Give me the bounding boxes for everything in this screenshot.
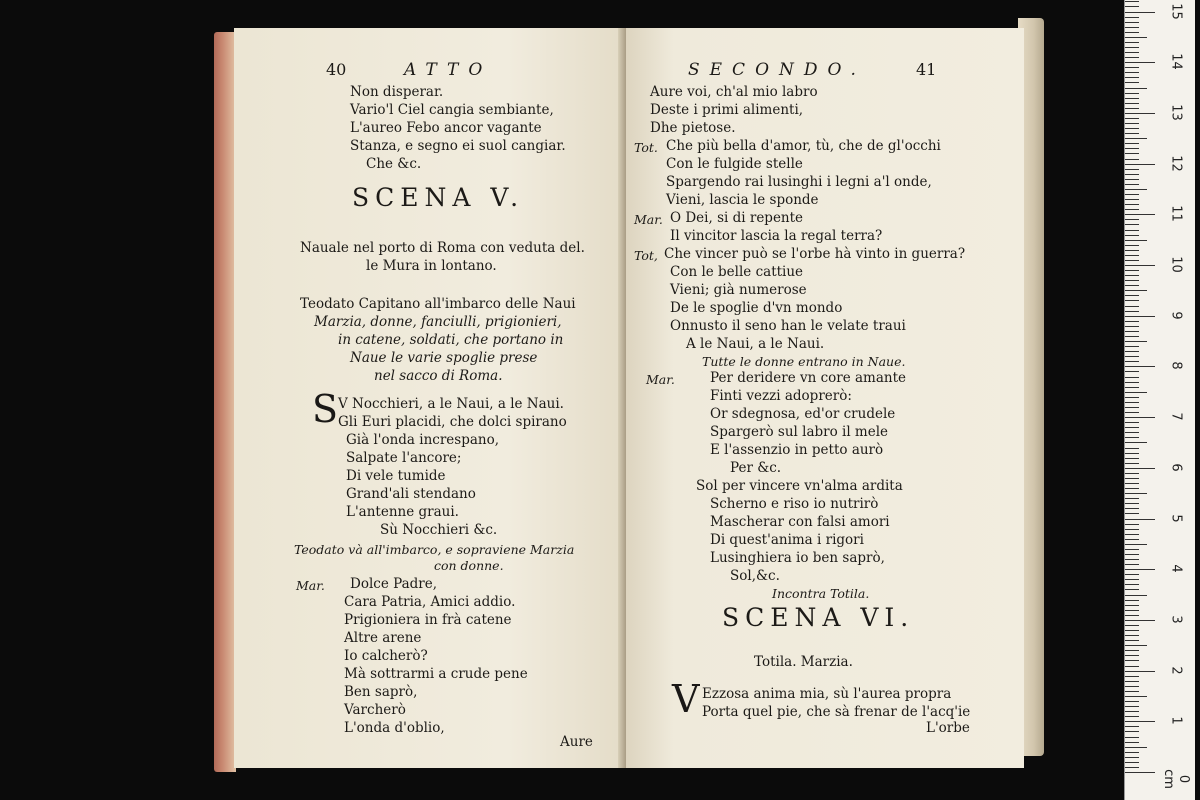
ruler-tick — [1125, 57, 1139, 58]
ruler-tick — [1125, 772, 1155, 773]
verse-line: Che vincer può se l'orbe hà vinto in guerra? — [664, 246, 966, 262]
verse-line: Deste i primi alimenti, — [650, 102, 804, 118]
ruler-tick — [1125, 1, 1139, 2]
verse-line: Per deridere vn core amante — [710, 370, 907, 386]
page-number-left: 40 — [326, 60, 347, 79]
ruler-tick — [1125, 513, 1139, 514]
ruler-tick — [1125, 726, 1139, 727]
speaker-label: Mar. — [296, 578, 325, 593]
ruler-tick — [1125, 427, 1139, 428]
ruler-tick — [1125, 762, 1139, 763]
ruler-tick — [1125, 179, 1139, 180]
ruler-tick — [1125, 32, 1139, 33]
ruler-tick — [1125, 189, 1147, 190]
ruler-tick — [1125, 742, 1139, 743]
cast-line: nel sacco di Roma. — [374, 368, 503, 384]
ruler-tick — [1125, 321, 1139, 322]
ruler-tick — [1125, 77, 1139, 78]
running-head-right: SECONDO. — [688, 60, 866, 80]
verse-line: Spargendo rai lusinghi i legni a'l onde, — [666, 174, 932, 190]
ruler-tick — [1125, 519, 1155, 520]
ruler-tick — [1125, 169, 1139, 170]
ruler-tick — [1125, 326, 1139, 327]
ruler-tick — [1125, 72, 1139, 73]
ruler-tick — [1125, 153, 1139, 154]
ruler-tick — [1125, 270, 1139, 271]
ruler-tick — [1125, 240, 1147, 241]
stage-direction: Tutte le donne entrano in Naue. — [702, 354, 906, 369]
ruler-tick — [1125, 463, 1139, 464]
ruler-tick — [1125, 371, 1139, 372]
ruler-tick — [1125, 300, 1139, 301]
ruler-tick — [1125, 448, 1139, 449]
ruler-tick — [1125, 757, 1139, 758]
measuring-ruler — [1124, 0, 1195, 800]
ruler-tick — [1125, 260, 1139, 261]
ruler-tick — [1125, 67, 1139, 68]
ruler-tick — [1125, 377, 1139, 378]
ruler-tick — [1125, 159, 1139, 160]
ruler-tick — [1125, 311, 1139, 312]
verse-line: O Dei, si di repente — [670, 210, 804, 226]
verse-line: Mascherar con falsi amori — [710, 514, 890, 530]
ruler-tick — [1125, 108, 1139, 109]
ruler-tick — [1125, 493, 1147, 494]
verse-line: L'onda d'oblio, — [344, 720, 445, 736]
ruler-tick — [1125, 610, 1139, 611]
verse-line: Sol,&c. — [730, 568, 780, 584]
verse-line: Che più bella d'amor, tù, che de gl'occhi — [666, 138, 941, 154]
ruler-tick — [1125, 184, 1139, 185]
ruler-tick — [1125, 356, 1139, 357]
ruler-tick — [1125, 98, 1139, 99]
verse-line: Stanza, e segno ei suol cangiar. — [350, 138, 566, 154]
ruler-tick — [1125, 285, 1139, 286]
ruler-tick — [1125, 27, 1139, 28]
ruler-label: 15 — [1168, 2, 1184, 20]
ruler-tick — [1125, 731, 1139, 732]
ruler-tick — [1125, 691, 1139, 692]
ruler-tick — [1125, 133, 1139, 134]
verse-line: Dolce Padre, — [350, 576, 438, 592]
verse-line: Di quest'anima i rigori — [710, 532, 864, 548]
setting-line: le Mura in lontano. — [366, 258, 497, 274]
verse-line: Il vincitor lascia la regal terra? — [670, 228, 883, 244]
ruler-tick — [1125, 245, 1139, 246]
verse-line: Prigioniera in frà catene — [344, 612, 512, 628]
ruler-tick — [1125, 392, 1147, 393]
ruler-tick — [1125, 645, 1147, 646]
ruler-tick — [1125, 615, 1139, 616]
verse-line: Mà sottrarmi a crude pene — [344, 666, 528, 682]
verse-line: V Nocchieri, a le Naui, a le Naui. — [338, 396, 564, 412]
ruler-tick — [1125, 275, 1139, 276]
ruler-tick — [1125, 402, 1139, 403]
cast-line: in catene, soldati, che portano in — [338, 332, 564, 348]
verse-line: Scherno e riso io nutrirò — [710, 496, 879, 512]
ruler-tick — [1125, 488, 1139, 489]
ruler-tick — [1125, 417, 1155, 418]
speaker-label: Tot, — [634, 248, 658, 263]
ruler-tick — [1125, 630, 1139, 631]
ruler-tick — [1125, 316, 1155, 317]
ruler-tick — [1125, 579, 1139, 580]
running-head-left: ATTO — [404, 60, 493, 80]
ruler-tick — [1125, 681, 1139, 682]
verse-line: Sol per vincere vn'alma ardita — [696, 478, 903, 494]
verse-line: Per &c. — [730, 460, 782, 476]
ruler-tick — [1125, 341, 1147, 342]
ruler-label: 2 — [1168, 665, 1184, 675]
ruler-tick — [1125, 397, 1139, 398]
ruler-tick — [1125, 640, 1139, 641]
ruler-tick — [1125, 534, 1139, 535]
ruler-tick — [1125, 549, 1139, 550]
ruler-tick — [1125, 219, 1139, 220]
verse-line: Grand'ali stendano — [346, 486, 476, 502]
ruler-tick — [1125, 767, 1139, 768]
verse-line: Aure voi, ch'al mio labro — [650, 84, 818, 100]
ruler-tick — [1125, 676, 1139, 677]
speaker-label: Tot. — [634, 140, 658, 155]
ruler-label: 1 — [1168, 716, 1184, 725]
catchword-right: L'orbe — [926, 720, 970, 736]
verse-line: Altre arene — [344, 630, 422, 646]
verse-line: Onnusto il seno han le velate traui — [670, 318, 906, 334]
ruler-tick — [1125, 336, 1139, 337]
ruler-tick — [1125, 17, 1139, 18]
ruler-tick — [1125, 295, 1139, 296]
ruler-tick — [1125, 605, 1139, 606]
ruler-tick — [1125, 199, 1139, 200]
verse-line: L'antenne graui. — [346, 504, 459, 520]
verse-line: Salpate l'ancore; — [346, 450, 462, 466]
ruler-tick — [1125, 595, 1147, 596]
verse-line: Cara Patria, Amici addio. — [344, 594, 516, 610]
left-page — [234, 28, 624, 768]
ruler-tick — [1125, 625, 1139, 626]
ruler-tick — [1125, 123, 1139, 124]
verse-line: Vario'l Ciel cangia sembiante, — [350, 102, 554, 118]
ruler-label: 4 — [1168, 564, 1184, 573]
ruler-tick — [1125, 128, 1139, 129]
ruler-tick — [1125, 164, 1155, 165]
ruler-tick — [1125, 655, 1139, 656]
verse-line: E l'assenzio in petto aurò — [710, 442, 884, 458]
ruler-tick — [1125, 716, 1139, 717]
ruler-label: 3 — [1168, 615, 1184, 624]
verse-line: Ezzosa anima mia, sù l'aurea propra — [702, 686, 952, 702]
speaker-label: Mar. — [634, 212, 663, 227]
ruler-tick — [1125, 255, 1139, 256]
ruler-tick — [1125, 204, 1139, 205]
ruler-label: 10 — [1168, 256, 1184, 273]
ruler-tick — [1125, 437, 1139, 438]
ruler-tick — [1125, 214, 1155, 215]
verse-line: De le spoglie d'vn mondo — [670, 300, 843, 316]
ruler-tick — [1125, 387, 1139, 388]
ruler-tick — [1125, 118, 1139, 119]
stage-direction: Teodato và all'imbarco, e sopraviene Marzia — [294, 542, 575, 557]
ruler-tick — [1125, 468, 1155, 469]
verse-line: Non disperar. — [350, 84, 444, 100]
verse-line: Vieni, lascia le sponde — [666, 192, 819, 208]
verse-line: Varcherò — [344, 702, 406, 718]
verse-line: Dhe pietose. — [650, 120, 736, 136]
ruler-tick — [1125, 422, 1139, 423]
ruler-tick — [1125, 230, 1139, 231]
ruler-tick — [1125, 458, 1139, 459]
ruler-tick — [1125, 209, 1139, 210]
ruler-tick — [1125, 366, 1155, 367]
ruler-tick — [1125, 113, 1155, 114]
verse-line: Lusinghiera io ben saprò, — [710, 550, 885, 566]
ruler-label: 7 — [1168, 412, 1184, 421]
ruler-tick — [1125, 47, 1139, 48]
verse-line: Finti vezzi adoprerò: — [710, 388, 852, 404]
drop-cap-s: S — [312, 387, 339, 431]
ruler-tick — [1125, 224, 1139, 225]
scene-title-right: SCENA VI. — [722, 603, 915, 632]
ruler-label: 13 — [1168, 104, 1184, 121]
ruler-tick — [1125, 539, 1139, 540]
ruler-tick — [1125, 88, 1147, 89]
ruler-tick — [1125, 138, 1147, 139]
ruler-tick — [1125, 346, 1139, 347]
verse-line: Ben saprò, — [344, 684, 418, 700]
ruler-tick — [1125, 174, 1139, 175]
ruler-tick — [1125, 478, 1139, 479]
ruler-tick — [1125, 22, 1139, 23]
ruler-tick — [1125, 752, 1139, 753]
ruler-tick — [1125, 554, 1139, 555]
ruler-tick — [1125, 412, 1139, 413]
ruler-tick — [1125, 453, 1139, 454]
verse-line: Già l'onda increspano, — [346, 432, 500, 448]
ruler-tick — [1125, 696, 1147, 697]
ruler-tick — [1125, 574, 1139, 575]
verse-line: Gli Euri placidi, che dolci spirano — [338, 414, 567, 430]
ruler-tick — [1125, 407, 1139, 408]
ruler-tick — [1125, 143, 1139, 144]
verse-line: Or sdegnosa, ed'or crudele — [710, 406, 896, 422]
cast-line: Marzia, donne, fanciulli, prigionieri, — [314, 314, 562, 330]
verse-line: A le Naui, a le Naui. — [686, 336, 825, 352]
ruler-tick — [1125, 351, 1139, 352]
ruler-tick — [1125, 235, 1139, 236]
verse-line: Spargerò sul labro il mele — [710, 424, 889, 440]
ruler-tick — [1125, 635, 1139, 636]
ruler-tick — [1125, 306, 1139, 307]
ruler-tick — [1125, 265, 1155, 266]
ruler-tick — [1125, 361, 1139, 362]
ruler-tick — [1125, 37, 1147, 38]
cast-line: Naue le varie spoglie prese — [350, 350, 538, 366]
ruler-label: 5 — [1168, 513, 1184, 523]
ruler-tick — [1125, 508, 1139, 509]
ruler-tick — [1125, 529, 1139, 530]
ruler-tick — [1125, 250, 1139, 251]
page-number-right: 41 — [916, 60, 937, 79]
ruler-tick — [1125, 42, 1139, 43]
stage-direction: con donne. — [434, 558, 504, 573]
ruler-tick — [1125, 103, 1139, 104]
cast-line: Totila. Marzia. — [754, 654, 853, 670]
ruler-tick — [1125, 737, 1139, 738]
ruler-tick — [1125, 12, 1155, 13]
verse-line: Di vele tumide — [346, 468, 446, 484]
ruler-tick — [1125, 473, 1139, 474]
ruler-tick — [1125, 331, 1139, 332]
ruler-tick — [1125, 382, 1139, 383]
ruler-tick — [1125, 686, 1139, 687]
ruler-tick — [1125, 82, 1139, 83]
verse-line: Porta quel pie, che sà frenar de l'acq'ie — [702, 704, 971, 720]
verse-line: Con le belle cattiue — [670, 264, 804, 280]
ruler-tick — [1125, 442, 1147, 443]
ruler-tick — [1125, 747, 1147, 748]
ruler-tick — [1125, 701, 1139, 702]
ruler-tick — [1125, 660, 1139, 661]
ruler-tick — [1125, 589, 1139, 590]
ruler-tick — [1125, 671, 1155, 672]
ruler-label: 6 — [1168, 463, 1184, 472]
ruler-label: 8 — [1168, 361, 1184, 371]
ruler-tick — [1125, 524, 1139, 525]
verse-line: Vieni; già numerose — [670, 282, 807, 298]
open-book — [214, 18, 1044, 774]
drop-cap-v: V — [672, 677, 700, 721]
verse-line: Che &c. — [366, 156, 422, 172]
ruler-tick — [1125, 706, 1139, 707]
left-page-edge — [214, 32, 236, 772]
ruler-tick — [1125, 559, 1139, 560]
ruler-tick — [1125, 52, 1139, 53]
ruler-tick — [1125, 280, 1139, 281]
verse-line: Sù Nocchieri &c. — [380, 522, 498, 538]
ruler-tick — [1125, 194, 1139, 195]
ruler-label: 14 — [1168, 53, 1184, 70]
ruler-label: 11 — [1168, 205, 1184, 223]
ruler-tick — [1125, 432, 1139, 433]
ruler-tick — [1125, 564, 1139, 565]
ruler-tick — [1125, 62, 1155, 63]
ruler-tick — [1125, 290, 1147, 291]
right-page — [626, 28, 1024, 768]
ruler-tick — [1125, 544, 1147, 545]
ruler-tick — [1125, 711, 1139, 712]
cast-line: Teodato Capitano all'imbarco delle Naui — [300, 296, 576, 312]
ruler-tick — [1125, 93, 1139, 94]
ruler-tick — [1125, 721, 1155, 722]
verse-line: Con le fulgide stelle — [666, 156, 803, 172]
ruler-tick — [1125, 584, 1139, 585]
ruler-label: 9 — [1168, 311, 1184, 320]
catchword-left: Aure — [560, 734, 593, 750]
ruler-label: 12 — [1168, 154, 1184, 172]
stage-direction: Incontra Totila. — [772, 586, 870, 601]
verse-line: Io calcherò? — [344, 648, 428, 664]
ruler-tick — [1125, 600, 1139, 601]
ruler-tick — [1125, 650, 1139, 651]
ruler-label: 0 cm — [1161, 769, 1191, 789]
ruler-tick — [1125, 148, 1139, 149]
speaker-label: Mar. — [646, 372, 675, 387]
ruler-tick — [1125, 569, 1155, 570]
ruler-tick — [1125, 666, 1139, 667]
ruler-tick — [1125, 620, 1155, 621]
scene-title-left: SCENA V. — [352, 183, 525, 212]
ruler-tick — [1125, 6, 1139, 7]
ruler-tick — [1125, 483, 1139, 484]
ruler-tick — [1125, 498, 1139, 499]
setting-line: Nauale nel porto di Roma con veduta del. — [300, 240, 585, 256]
verse-line: L'aureo Febo ancor vagante — [350, 120, 542, 136]
ruler-tick — [1125, 503, 1139, 504]
